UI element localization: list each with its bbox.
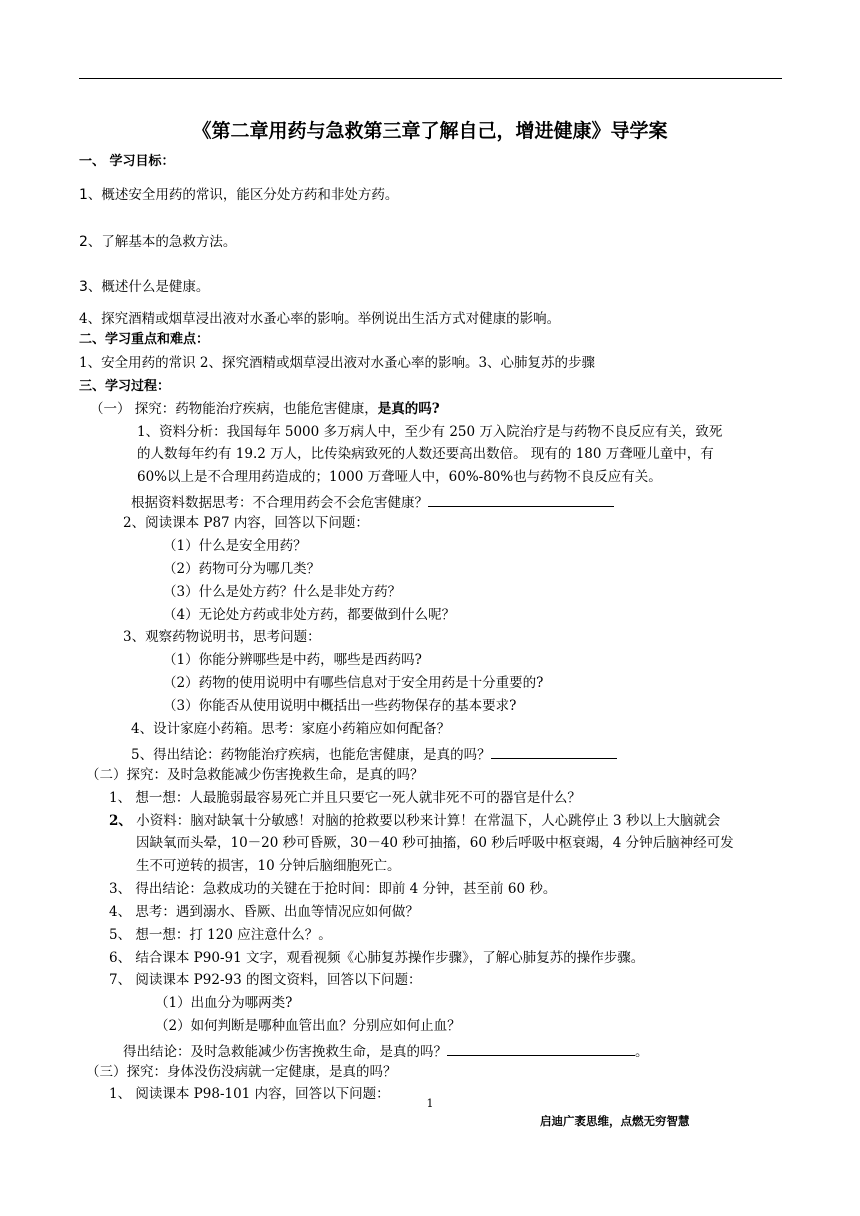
material-analysis-line-2: 的人数每年约有 19.2 万人，比传染病致死的人数还要高出数倍。 现有的 180 万聋哑儿童中，有	[137, 446, 714, 462]
item-2-2	[109, 813, 720, 830]
part-1-heading	[90, 401, 440, 418]
item-text: 思考：遇到溺水、昏厥、出血等情况应如何做？	[135, 904, 419, 920]
conclusion-1-text: 5、得出结论：药物能治疗疾病，也能危害健康，是真的吗？	[131, 747, 491, 763]
item-text: 阅读课本 P98-101 内容，回答以下问题：	[135, 1086, 390, 1102]
item-2-4	[109, 904, 419, 921]
item-text: 想一想：打 120 应注意什么？。	[135, 927, 332, 943]
question-1-4: （4）无论处方药或非处方药，都要做到什么呢？	[163, 607, 456, 623]
question-3-1: （1）你能分辨哪些是中药，哪些是西药吗?	[163, 652, 422, 668]
section-heading-goals: 一、 学习目标：	[79, 154, 175, 169]
answer-blank[interactable]	[447, 1041, 635, 1056]
question-3-3: （3）你能否从使用说明中概括出一些药物保存的基本要求?	[163, 698, 517, 714]
reading-task-p87: 2、阅读课本 P87 内容，回答以下问题：	[123, 515, 369, 531]
material-question-text: 根据资料数据思考：不合理用药会不会危害健康？	[131, 495, 428, 511]
item-2-3	[109, 881, 556, 898]
goal-3	[79, 279, 209, 296]
item-number: 3、	[109, 881, 132, 897]
section-heading-process: 三、学习过程：	[79, 379, 171, 394]
goal-4: 4、探究酒精或烟草浸出液对水蚤心率的影响。举例说出生活方式对健康的影响。	[79, 311, 561, 327]
item-2-2-line-3: 生不可逆转的损害，10 分钟后脑细胞死亡。	[136, 858, 401, 874]
item-number: 6、	[109, 950, 132, 966]
item-text: 结合课本 P90-91 文字，观看视频《心肺复苏操作步骤》，了解心肺复苏的操作步骤。	[135, 950, 645, 966]
goal-2-text: 、了解基本的急救方法。	[87, 234, 237, 250]
conclusion-2-text: 得出结论：及时急救能减少伤害挽救生命，是真的吗？	[123, 1044, 447, 1060]
medicine-kit-task: 4、设计家庭小药箱。思考：家庭小药箱应如何配备？	[131, 721, 451, 737]
question-7-2: （2）如何判断是哪种血管出血？分别应如何止血？	[155, 1018, 461, 1034]
conclusion-2-period: 。	[635, 1044, 649, 1060]
part-3-heading: （三）探究：身体没伤没病就一定健康，是真的吗？	[86, 1064, 397, 1080]
material-analysis-line-1: 1、资料分析：我国每年 5000 多万病人中，至少有 250 万入院治疗是与药物不良反应有关，致死	[137, 424, 723, 440]
item-2-7	[109, 972, 421, 989]
material-analysis-line-3: 60%以上是不合理用药造成的；1000 万聋哑人中，60%-80%也与药物不良反应有关。	[137, 469, 662, 485]
question-3-2: （2）药物的使用说明中有哪些信息对于安全用药是十分重要的?	[163, 675, 544, 691]
answer-blank[interactable]	[428, 492, 614, 507]
conclusion-1	[131, 744, 617, 764]
item-text: 得出结论：急救成功的关键在于抢时间：即前 4 分钟，甚至前 60 秒。	[135, 881, 557, 897]
item-2-5	[109, 927, 332, 944]
instructions-task: 3、观察药物说明书，思考问题：	[123, 629, 321, 645]
question-1-2: （2）药物可分为哪几类？	[163, 561, 321, 577]
conclusion-2	[123, 1041, 649, 1061]
goal-1	[79, 187, 398, 204]
goal-1-number: 1	[79, 187, 88, 203]
item-number: 4、	[109, 904, 132, 920]
header-rule	[79, 78, 782, 79]
item-number: 2、	[109, 813, 132, 829]
document-title: 《第二章用药与急救第三章了解自己，增进健康》导学案	[192, 120, 668, 142]
part-1-label: （一） 探究：药物能治疗疾病，也能危害健康，	[90, 401, 378, 417]
goal-1-text: 、概述安全用药的常识，能区分处方药和非处方药。	[87, 187, 399, 203]
item-text: 小资料：脑对缺氧十分敏感！对脑的抢救要以秒来计算！在常温下，人心跳停止 3 秒以上大脑就会	[136, 813, 721, 829]
key-points-text: 1、安全用药的常识 2、探究酒精或烟草浸出液对水蚤心率的影响。3、心肺复苏的步骤	[79, 355, 596, 371]
item-text: 想一想：人最脆弱最容易死亡并且只要它一死人就非死不可的器官是什么？	[135, 790, 581, 806]
item-text: 阅读课本 P92-93 的图文资料，回答以下问题：	[135, 972, 422, 988]
item-number: 7、	[109, 972, 132, 988]
item-2-2-line-2: 因缺氧而头晕，10－20 秒可昏厥，30－40 秒可抽搐，60 秒后呼吸中枢衰竭，4 分钟后脑神经可发	[136, 835, 734, 851]
part-1-emphasis: 是真的吗?	[377, 401, 440, 417]
part-2-heading: （二）探究：及时急救能减少伤害挽救生命，是真的吗？	[86, 767, 424, 783]
question-1-1: （1）什么是安全用药？	[163, 538, 307, 554]
item-2-1	[109, 790, 581, 807]
question-7-1: （1）出血分为哪两类?	[155, 995, 293, 1011]
item-number: 5、	[109, 927, 132, 943]
question-1-3: （3）什么是处方药？什么是非处方药？	[163, 584, 402, 600]
item-number: 1、	[109, 1086, 132, 1102]
goal-3-number: 3	[79, 279, 88, 295]
goal-3-text: 、概述什么是健康。	[87, 279, 210, 295]
footer-motto: 启迪广袤思维，点燃无穷智慧	[540, 1114, 690, 1128]
item-2-6	[109, 950, 644, 967]
answer-blank[interactable]	[491, 744, 617, 759]
goal-2	[79, 234, 236, 251]
section-heading-key-points: 二、学习重点和难点：	[79, 332, 210, 347]
material-question	[131, 492, 614, 512]
goal-2-number: 2	[79, 234, 88, 250]
page-number: 1	[426, 1097, 434, 1110]
item-number: 1、	[109, 790, 132, 806]
